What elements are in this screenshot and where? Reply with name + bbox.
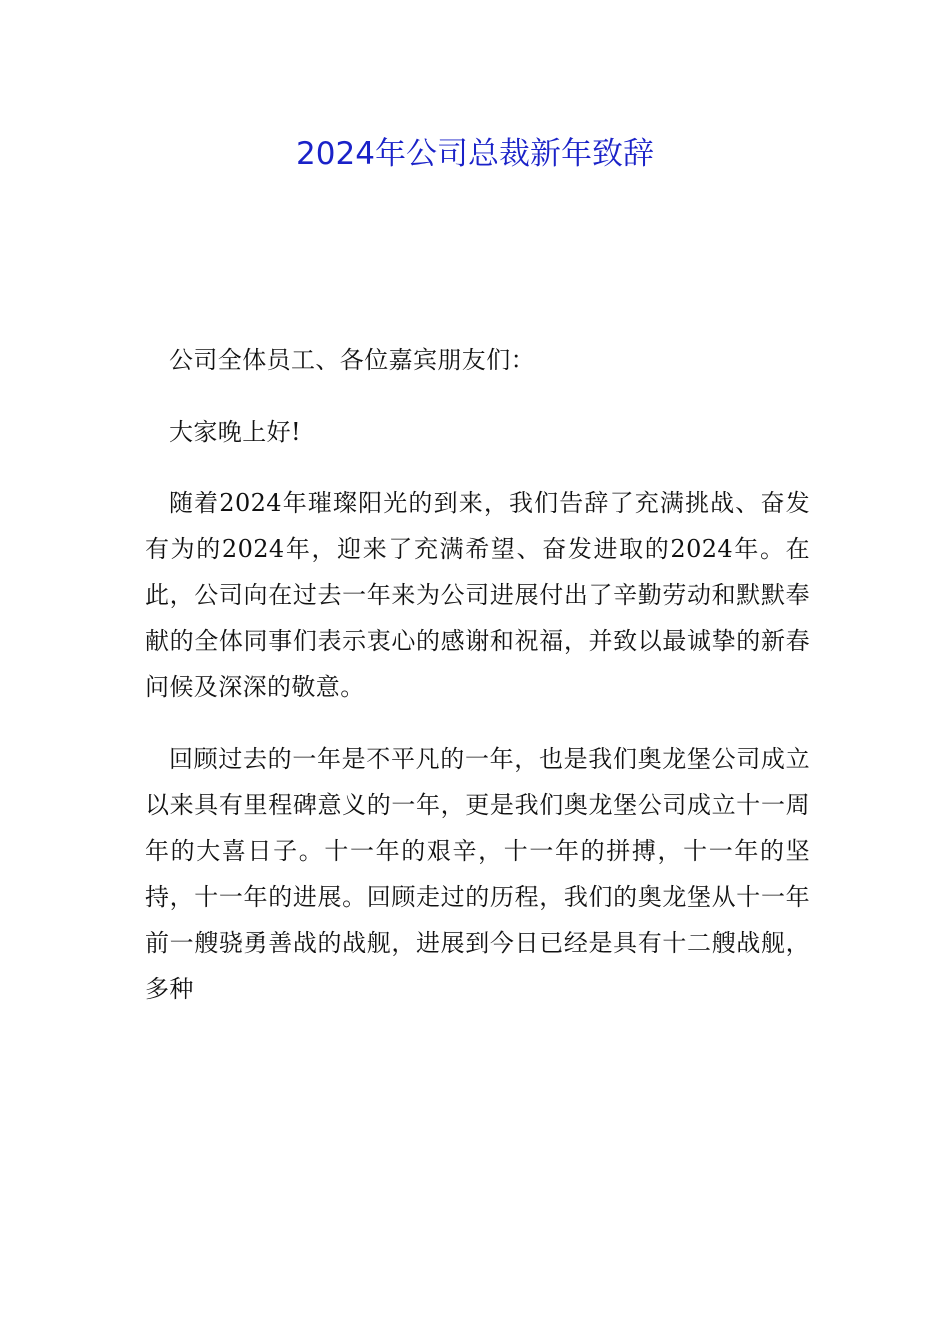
paragraph-review: 回顾过去的一年是不平凡的一年，也是我们奥龙堡公司成立以来具有里程碑意义的一年，更是我们奥龙堡公司成立十一周年的大喜日子。十一年的艰辛，十一年的拼搏，十一年的坚持，十一年的进展。回顾走过的历程，我们的奥龙堡从十一年前一艘骁勇善战的战舰，进展到今日已经是具有十二艘战舰，多种 <box>145 744 810 1003</box>
document-title: 2024年公司总裁新年致辞 <box>296 136 654 172</box>
paragraph-new-year: 随着2024年璀璨阳光的到来，我们告辞了充满挑战、奋发有为的2024年，迎来了充满希望、奋发进取的2024年。在此，公司向在过去一年来为公司进展付出了辛勤劳动和默默奉献的全体同事们表示衷心的感谢和祝福，并致以最诚挚的新春问候及深深的敬意。 <box>145 489 810 701</box>
paragraph-salutation: 公司全体员工、各位嘉宾朋友们： <box>169 346 535 374</box>
paragraph-greeting: 大家晚上好! <box>169 417 302 446</box>
document-body <box>145 337 810 1037</box>
